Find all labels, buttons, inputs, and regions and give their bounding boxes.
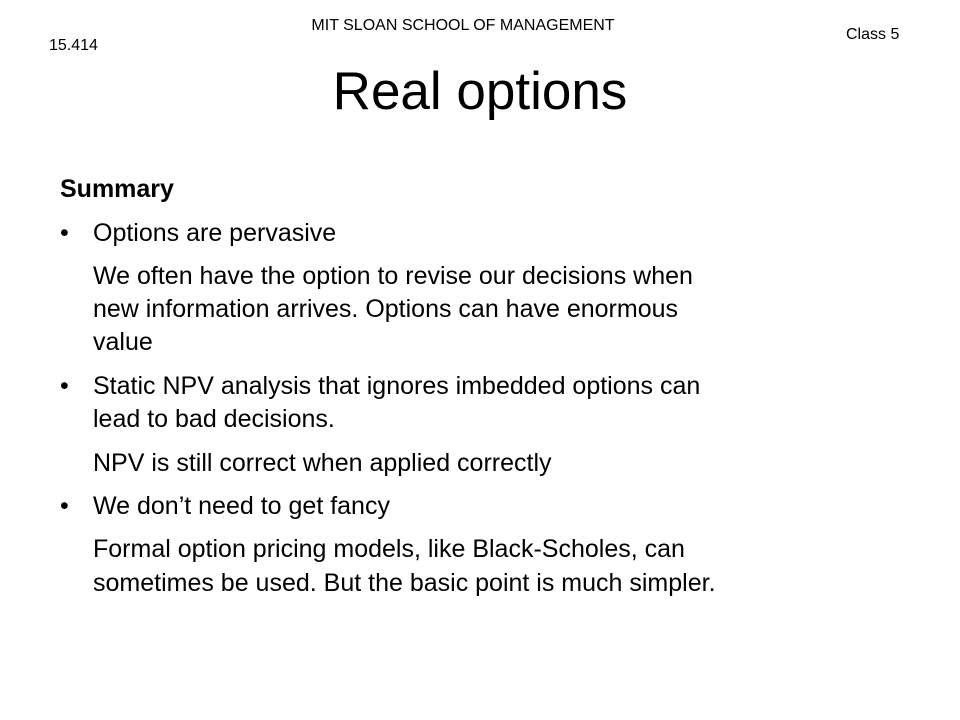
class-label: Class 5	[846, 26, 900, 43]
bullet-marker: •	[60, 219, 69, 247]
slide-title: Real options	[332, 62, 628, 121]
bullet-text-options-pervasive: Options are pervasive	[93, 219, 337, 247]
detail-line: sometimes be used. But the basic point is much simpler.	[93, 569, 716, 597]
summary-heading: Summary	[60, 175, 174, 203]
detail-line: value	[93, 328, 153, 356]
detail-line: We often have the option to revise our decisions when	[93, 262, 693, 290]
detail-line: new information arrives. Options can have enormous	[93, 295, 679, 323]
bullet-text-dont-get-fancy: We don’t need to get fancy	[93, 492, 390, 520]
bullet-marker: •	[60, 492, 69, 520]
bullet-text-static-npv-cont: lead to bad decisions.	[93, 405, 335, 433]
course-number: 15.414	[49, 37, 98, 54]
detail-line: Formal option pricing models, like Black-Scholes, can	[93, 535, 685, 563]
bullet-text-static-npv: Static NPV analysis that ignores imbedded options can	[93, 372, 701, 400]
detail-line: NPV is still correct when applied correctly	[93, 449, 552, 477]
school-header: MIT SLOAN SCHOOL OF MANAGEMENT	[311, 17, 615, 34]
bullet-marker: •	[60, 372, 69, 400]
